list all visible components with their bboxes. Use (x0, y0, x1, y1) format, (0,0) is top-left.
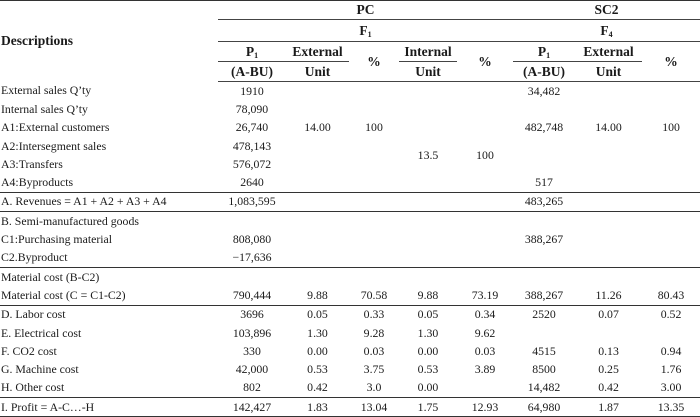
cell: 1.75 (399, 398, 457, 417)
row-label: G. Machine cost (1, 362, 79, 377)
row-label: Material cost (B-C2) (0, 267, 218, 286)
cell: 576,072 (232, 156, 272, 171)
cell: 14.00 (304, 120, 331, 135)
cell (513, 155, 575, 173)
cell (575, 212, 642, 231)
cell (349, 212, 399, 231)
cell: 1,083,595 (218, 192, 286, 211)
row-label: A4:Byproducts (1, 175, 74, 190)
cell: 13.35 (642, 398, 700, 417)
internal-percent-span: 100 (476, 147, 494, 162)
row-label: A3:Transfers (1, 156, 63, 171)
cell: 3.89 (474, 362, 496, 377)
cell (399, 230, 457, 248)
cell (642, 267, 700, 286)
cell: 80.43 (657, 287, 685, 302)
table-row (0, 249, 700, 268)
cell (218, 267, 286, 286)
pc-ext-percent-header: % (349, 42, 399, 82)
cell: 11.26 (595, 287, 622, 302)
cell: 483,265 (513, 192, 575, 211)
cell (286, 155, 349, 173)
cell (399, 173, 457, 192)
pc-int-percent-header: % (457, 42, 513, 82)
cell: 14,482 (527, 380, 561, 395)
cell: 100 (365, 120, 383, 135)
cell: 42,000 (235, 362, 269, 377)
cell (513, 137, 575, 155)
f1-header: $F_1$ (218, 20, 513, 42)
cell: 0.94 (660, 343, 682, 358)
cell: 388,267 (524, 232, 564, 247)
table-row (0, 305, 700, 324)
cell (349, 82, 399, 101)
cell: 802 (243, 380, 261, 395)
row-label: C1:Purchasing material (1, 232, 113, 247)
cell: 9.28 (363, 325, 385, 340)
cell: 1.87 (575, 398, 642, 417)
cell (642, 212, 700, 231)
cell (457, 267, 513, 286)
descriptions-header: Descriptions (0, 1, 218, 82)
pc-abu-header: (A-BU) (218, 62, 286, 82)
cell: 0.00 (307, 343, 328, 358)
cell (286, 267, 349, 286)
sc2-external-unit-header: Unit (575, 62, 642, 82)
cell (349, 155, 399, 173)
cell: 100 (662, 120, 680, 135)
row-label: External sales Q’ty (1, 83, 92, 98)
table-row (0, 192, 700, 211)
cell (575, 192, 642, 211)
sc2-percent-header: % (642, 42, 700, 82)
cell (513, 249, 575, 268)
cell: 2520 (513, 305, 575, 324)
table-row (0, 137, 700, 155)
cell (399, 267, 457, 286)
cell: 3.0 (366, 380, 382, 395)
row-label: A2:Intersegment sales (1, 138, 107, 153)
cell: 0.03 (363, 343, 385, 358)
cell: 4515 (532, 343, 556, 358)
table-row (0, 342, 700, 360)
sc2-header: SC2 (513, 1, 700, 20)
cell: 0.00 (417, 343, 439, 358)
cell: 0.25 (598, 362, 619, 377)
cell: 790,444 (232, 287, 272, 302)
cell: 9.62 (474, 325, 496, 340)
pc-p1-header: $P_1$ (218, 42, 286, 62)
cell: 12.93 (457, 398, 513, 417)
cell (286, 212, 349, 231)
cell: 1.30 (417, 325, 439, 340)
cell: 0.07 (575, 305, 642, 324)
cell (575, 155, 642, 173)
cell: 70.58 (360, 287, 388, 302)
cell (575, 82, 642, 101)
cell: 64,980 (513, 398, 575, 417)
cell (286, 100, 349, 118)
table-row (0, 230, 700, 248)
cell: 0.53 (307, 362, 328, 377)
cell: 0.05 (286, 305, 349, 324)
cell (642, 192, 700, 211)
pc-internal-unit-header: Unit (399, 62, 457, 82)
cell: 2640 (240, 175, 264, 190)
cell (642, 155, 700, 173)
cell: 0.52 (642, 305, 700, 324)
row-label: D. Labor cost (0, 305, 218, 324)
cell: 1.30 (307, 325, 328, 340)
table-row (0, 286, 700, 305)
cell: 26,740 (235, 120, 269, 135)
row-label: C2.Byproduct (1, 250, 68, 265)
cell: 1.76 (660, 362, 682, 377)
row-label: Internal sales Q’ty (1, 101, 88, 116)
table-row (0, 267, 700, 286)
cell: 330 (243, 343, 261, 358)
cell (575, 249, 642, 268)
pc-header: PC (218, 1, 513, 20)
cell (457, 119, 513, 137)
table-body (0, 82, 700, 417)
row-label: A1:External customers (1, 120, 110, 135)
cell: 517 (535, 175, 553, 190)
internal-unit-span: 13.5 (417, 147, 439, 162)
cell: 103,896 (232, 325, 272, 340)
cell (642, 82, 700, 101)
table-row (0, 379, 700, 398)
table-row (0, 212, 700, 231)
cell (457, 173, 513, 192)
cell (575, 267, 642, 286)
cell: 808,080 (232, 232, 272, 247)
cell (457, 230, 513, 248)
cell (399, 82, 457, 101)
cell: 3.75 (363, 362, 385, 377)
table-row (0, 324, 700, 342)
cell (575, 137, 642, 155)
cell: 34,482 (527, 83, 561, 98)
row-label: I. Profit = A-C…-H (0, 398, 218, 417)
row-label: H. Other cost (1, 380, 65, 395)
cell (457, 82, 513, 101)
table-row (0, 82, 700, 101)
cell: 0.42 (598, 380, 619, 395)
cell (642, 324, 700, 342)
cell: 1.83 (286, 398, 349, 417)
cell: 0.33 (349, 305, 399, 324)
cell: 482,748 (524, 120, 564, 135)
cell (642, 100, 700, 118)
cell: 478,143 (232, 138, 272, 153)
table-row (0, 173, 700, 192)
row-label: Material cost (C = C1-C2) (1, 287, 126, 302)
cell: 0.13 (598, 343, 619, 358)
cell (349, 173, 399, 192)
pc-external-unit-header: Unit (286, 62, 349, 82)
cell (286, 230, 349, 248)
pc-external-header: External (286, 42, 349, 62)
cell (286, 82, 349, 101)
cell: 3696 (218, 305, 286, 324)
cell (399, 249, 457, 268)
cell: 3.00 (660, 380, 682, 395)
cell (218, 212, 286, 231)
cell (349, 137, 399, 155)
cell: 1910 (240, 83, 264, 98)
cell (575, 100, 642, 118)
cell: 388,267 (524, 287, 564, 302)
cell (642, 249, 700, 268)
cell: 9.88 (417, 287, 439, 302)
table-row (0, 360, 700, 378)
cell (286, 173, 349, 192)
cell (457, 192, 513, 211)
cell (349, 192, 399, 211)
cell: 0.03 (474, 343, 496, 358)
cell: −17,636 (232, 250, 272, 265)
sc2-external-header: External (575, 42, 642, 62)
cell: 0.34 (457, 305, 513, 324)
cell (575, 173, 642, 192)
cell (286, 192, 349, 211)
table-row (0, 119, 700, 137)
cell: 142,427 (218, 398, 286, 417)
row-label: E. Electrical cost (1, 325, 82, 340)
cell (642, 173, 700, 192)
cell (642, 230, 700, 248)
cell (286, 249, 349, 268)
cell (513, 212, 575, 231)
cell (286, 137, 349, 155)
cell (513, 324, 575, 342)
cell (457, 100, 513, 118)
cell: 8500 (532, 362, 556, 377)
row-label: F. CO2 cost (1, 343, 57, 358)
cell: 78,090 (235, 101, 269, 116)
cell: 0.05 (399, 305, 457, 324)
cell (349, 267, 399, 286)
cell (457, 249, 513, 268)
cell (513, 100, 575, 118)
cell (575, 324, 642, 342)
cell: 0.00 (417, 380, 439, 395)
table-header (0, 1, 700, 82)
row-label: B. Semi-manufactured goods (0, 212, 218, 231)
cell (349, 249, 399, 268)
cell (399, 192, 457, 211)
cell (399, 100, 457, 118)
cell: 0.53 (417, 362, 439, 377)
cell (399, 119, 457, 137)
cell: 9.88 (307, 287, 328, 302)
table-row (0, 155, 700, 173)
cell: 13.04 (349, 398, 399, 417)
row-label: A. Revenues = A1 + A2 + A3 + A4 (0, 192, 218, 211)
cell (399, 212, 457, 231)
cell (642, 137, 700, 155)
sc2-abu-header: (A-BU) (513, 62, 575, 82)
cell: 14.00 (595, 120, 622, 135)
cell (575, 230, 642, 248)
cell (513, 267, 575, 286)
cell (349, 230, 399, 248)
f4-header: $F_4$ (513, 20, 700, 42)
sc2-p1-header: $P_1$ (513, 42, 575, 62)
cell (349, 100, 399, 118)
table-row (0, 398, 700, 417)
cell: 73.19 (471, 287, 499, 302)
table-row (0, 100, 700, 118)
cell: 0.42 (307, 380, 328, 395)
pc-internal-header: Internal (399, 42, 457, 62)
cell (457, 379, 513, 398)
cell (457, 212, 513, 231)
